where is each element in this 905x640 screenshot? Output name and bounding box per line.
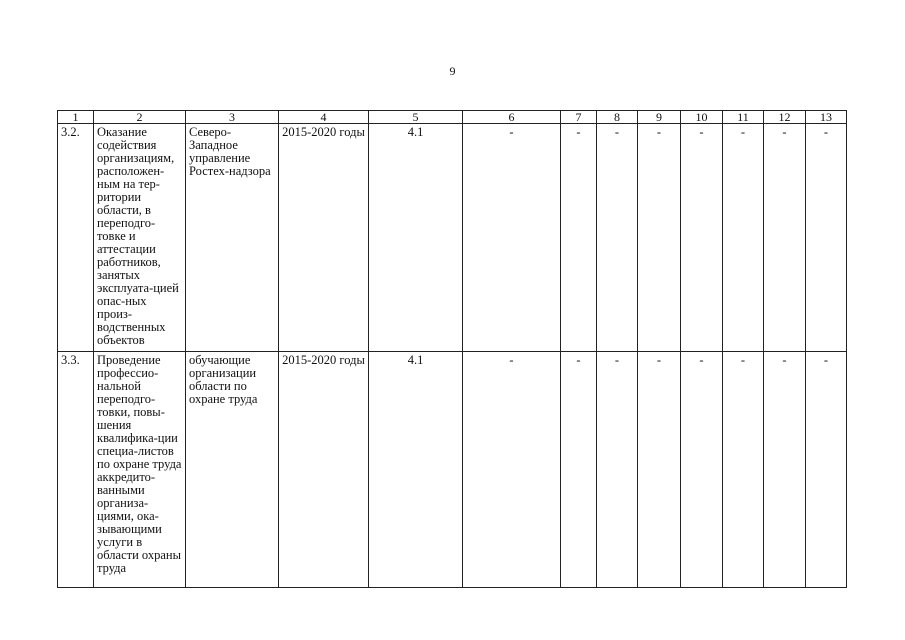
value-cell: -	[764, 352, 806, 588]
header-cell: 8	[597, 111, 638, 124]
code-cell: 4.1	[369, 124, 463, 352]
item-number: 3.3.	[58, 352, 94, 588]
measures-table	[57, 110, 847, 588]
value-cell: -	[463, 124, 561, 352]
activity-cell: Проведение профессио-нальной переподго-товки, повы-шения квалифика-ции специа-листов по охране труда аккредито-ванными организа-циями, ока-зывающими услуги в области охраны труда	[94, 352, 186, 588]
header-cell: 3	[186, 111, 279, 124]
value-cell: -	[561, 352, 597, 588]
value-cell: -	[463, 352, 561, 588]
header-cell: 5	[369, 111, 463, 124]
page-number: 9	[449, 64, 456, 78]
value-cell: -	[638, 124, 681, 352]
activity-cell: Оказание содействия организациям, расположен-ным на тер-ритории области, в переподго-товке и аттестации работников, занятых эксплуата-цией опас-ных произ-водственных объектов	[94, 124, 186, 352]
header-cell: 13	[806, 111, 847, 124]
value-cell: -	[597, 352, 638, 588]
header-cell: 12	[764, 111, 806, 124]
value-cell: -	[806, 352, 847, 588]
value-cell: -	[561, 124, 597, 352]
header-cell: 11	[723, 111, 764, 124]
period-cell: 2015-2020 годы	[279, 124, 369, 352]
item-number: 3.2.	[58, 124, 94, 352]
header-cell: 9	[638, 111, 681, 124]
value-cell: -	[681, 124, 723, 352]
value-cell: -	[723, 124, 764, 352]
value-cell: -	[681, 352, 723, 588]
table-header-row	[58, 111, 847, 124]
header-cell: 7	[561, 111, 597, 124]
table-row	[58, 352, 847, 588]
header-cell: 10	[681, 111, 723, 124]
header-cell: 1	[58, 111, 94, 124]
value-cell: -	[806, 124, 847, 352]
executor-cell: обучающие организации области по охране труда	[186, 352, 279, 588]
header-cell: 6	[463, 111, 561, 124]
period-cell: 2015-2020 годы	[279, 352, 369, 588]
header-cell: 2	[94, 111, 186, 124]
table-row	[58, 124, 847, 352]
value-cell: -	[764, 124, 806, 352]
value-cell: -	[638, 352, 681, 588]
code-cell: 4.1	[369, 352, 463, 588]
executor-cell: Северо-Западное управление Ростех-надзора	[186, 124, 279, 352]
header-cell: 4	[279, 111, 369, 124]
value-cell: -	[723, 352, 764, 588]
value-cell: -	[597, 124, 638, 352]
